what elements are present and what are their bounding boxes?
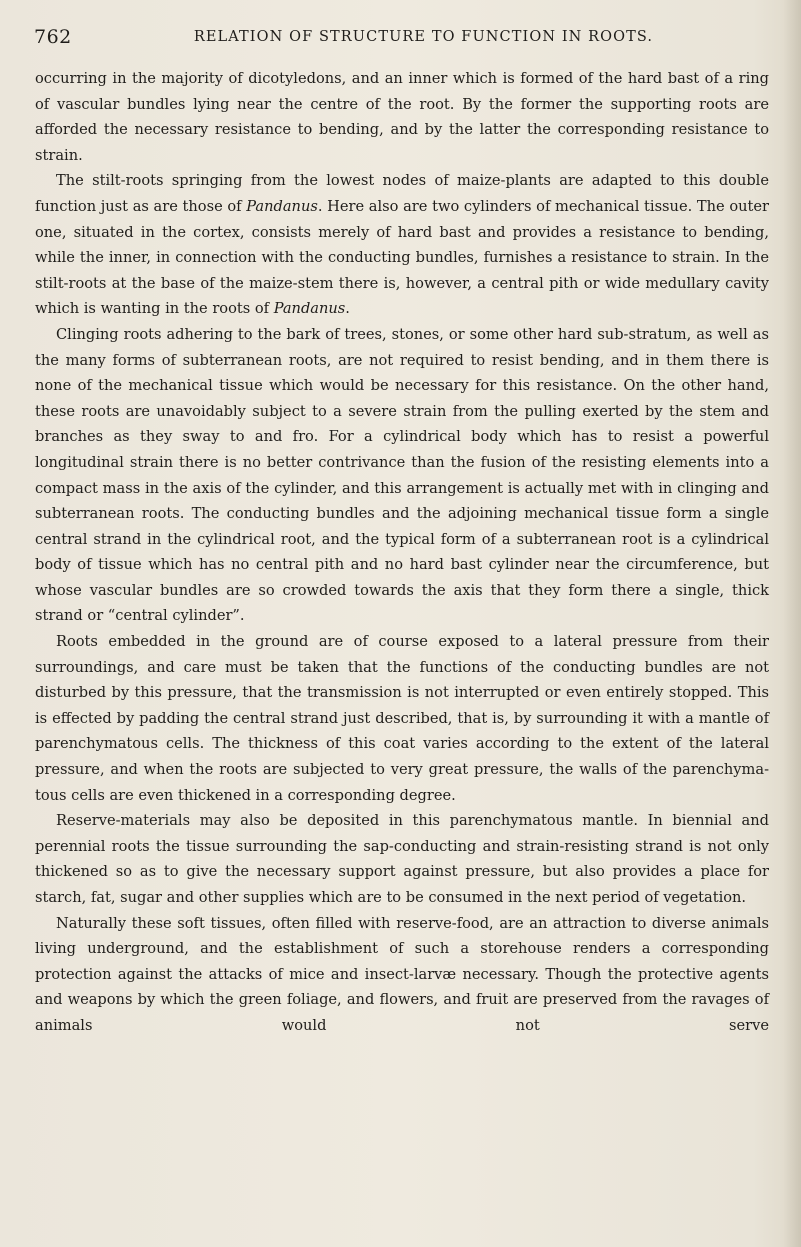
page-number: 762	[34, 26, 72, 48]
italic-genus-name: Pandanus	[273, 300, 346, 318]
running-head	[34, 26, 769, 50]
paragraph-text: occurring in the majority of dicotyledons, and an inner which is formed of the hard bast of a ring of vascular bundles lying near the centre of the root. By the former the supporting roots are afforded the necessary resistance to bending, and by the latter the corresponding resistance to strain.	[35, 70, 769, 164]
paragraph	[35, 168, 769, 322]
italic-genus-name: Pandanus	[246, 197, 318, 215]
paragraph	[35, 808, 769, 910]
paragraph	[35, 629, 769, 808]
paragraph-text: Clinging roots adhering to the bark of trees, stones, or some other hard sub-stratum, as well as the many forms of subterranean roots, are not required to resist bending, and in them there is none of the mechanical tissue which would be necessary for this resistance. On the other hand, these roots are unavoidably subject to a severe strain from the pulling exerted by the stem and branches as they sway to and fro. For a cylindrical body which has to resist a powerful longitudinal strain there is no better contrivance than the fusion of the resisting elements into a compact mass in the axis of the cylinder, and this arrangement is actually met with in clinging and subterranean roots. The conducting bundles and the adjoining mechanical tissue form a single central strand in the cylindrical root, and the typical form of a subterranean root is a cylindrical body of tissue which has no central pith and no hard bast cylinder near the circumference, but whose vascular bundles are so crowded towards the axis that they form there a single, thick strand or “central cylinder”.	[35, 325, 769, 625]
page-edge-shadow	[783, 0, 801, 1247]
paragraph-text: Naturally these soft tissues, often filled with reserve-food, are an attraction to diverse animals living underground, and the establishment of such a storehouse renders a corresponding protection against the attacks of mice and insect-larvæ necessary. Though the protective agents and weapons by which the green foliage, and flowers, and fruit are preserved from the ravages of animals would not serve	[35, 914, 769, 1034]
paragraph	[35, 66, 769, 168]
body-text	[35, 66, 769, 1039]
paragraph	[35, 911, 769, 1039]
paragraph-text: . Here also are two cylinders of mechanical tissue. The outer one, situated in the cortex, consists merely of hard bast and provides a resistance to bending, while the inner, in connection with the conducting bundles, furnishes a resistance to strain. In the stilt-roots at the base of the maize-stem there is, however, a central pith or wide medullary cavity which is wanting in the roots of	[35, 197, 769, 318]
paragraph-text: The stilt-roots springing from the lowest nodes of maize-plants are adapted to this double function just as are those of	[35, 172, 769, 215]
paragraph-text: .	[345, 300, 350, 318]
running-title: RELATION OF STRUCTURE TO FUNCTION IN ROOTS.	[193, 29, 654, 45]
paragraph-text: Reserve-materials may also be deposited in this parenchymatous mantle. In biennial and perennial roots the tissue surrounding the sap-conducting and strain-resisting strand is not only thickened so as to give the necessary support against pressure, but also provides a place for starch, fat, sugar and other supplies which are to be consumed in the next period of vegetation.	[35, 812, 769, 906]
paragraph-text: Roots embedded in the ground are of course exposed to a lateral pressure from their surroundings, and care must be taken that the functions of the conducting bundles are not disturbed by this pressure, that the transmission is not interrupted or even entirely stopped. This is effected by padding the central strand just described, that is, by surrounding it with a mantle of parenchymatous cells. The thickness of this coat varies according to the extent of the lateral pressure, and when the roots are subjected to very great pressure, the walls of the parenchyma-tous cells are even thickened in a corresponding degree.	[35, 633, 769, 804]
paragraph	[35, 322, 769, 629]
